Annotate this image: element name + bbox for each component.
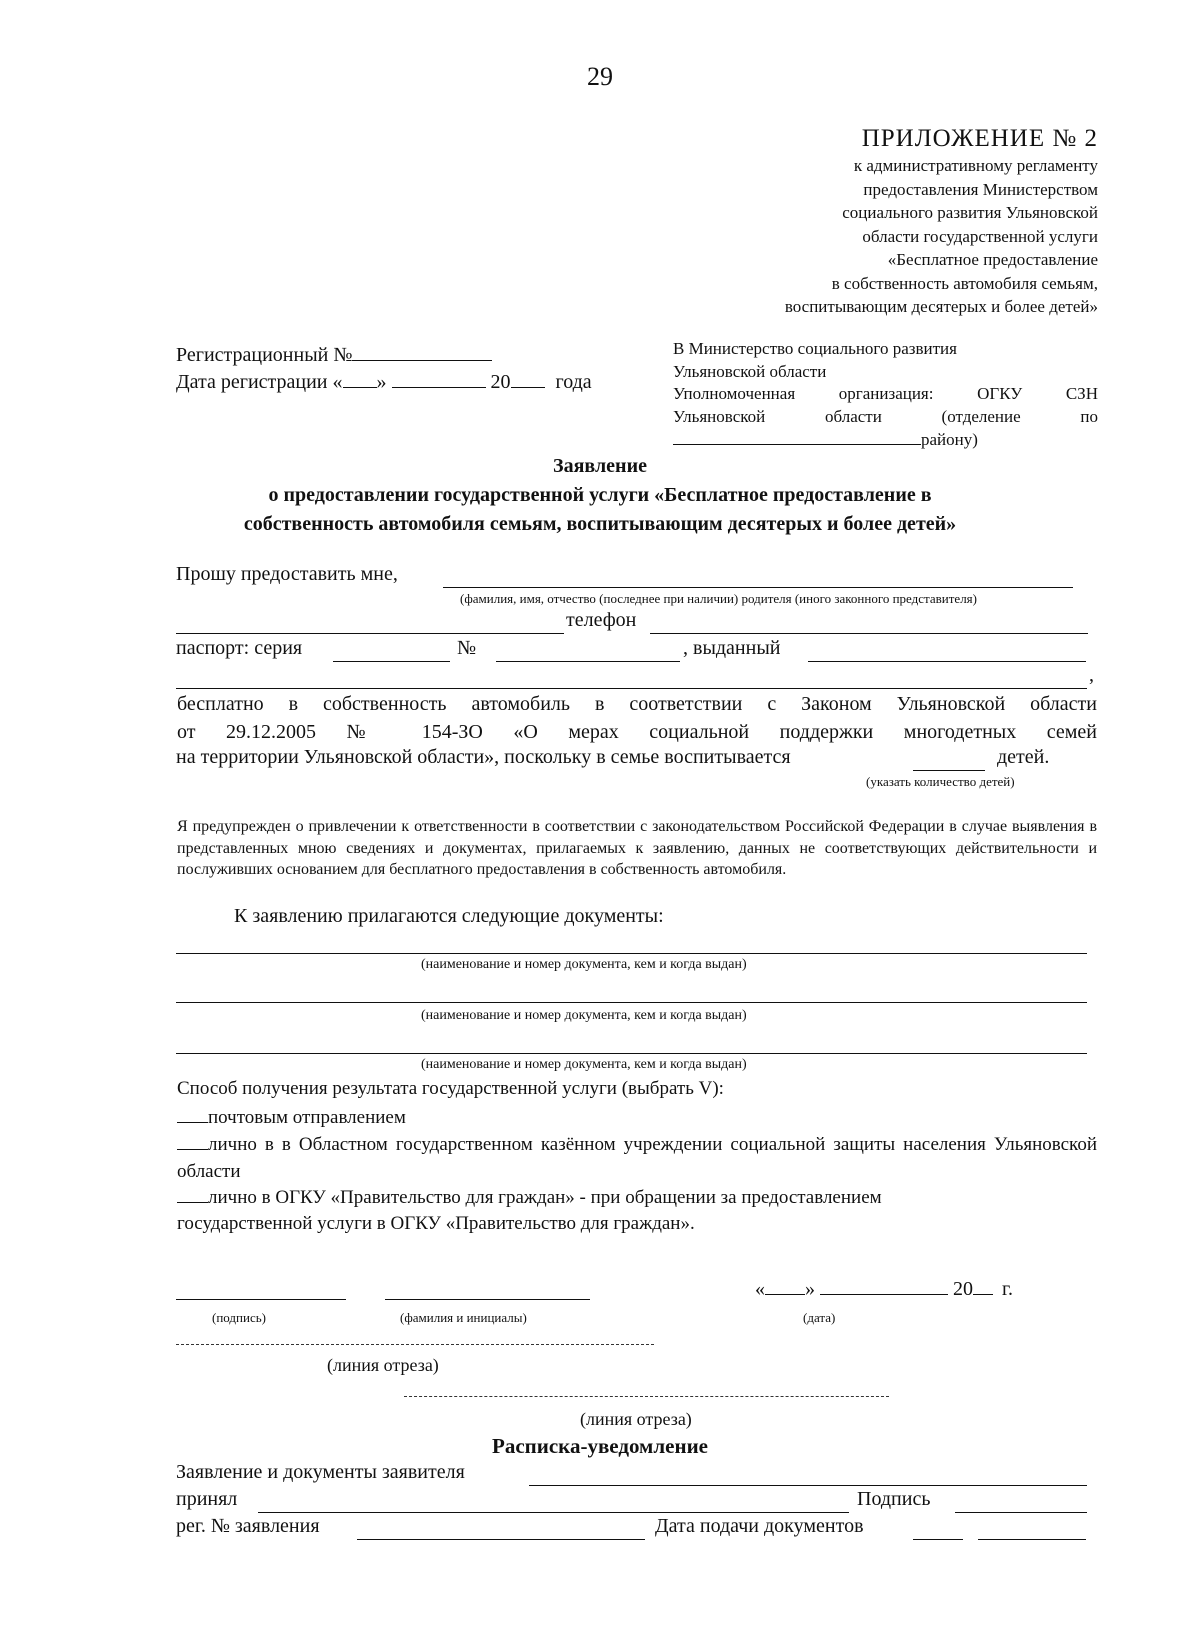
sign-day-field[interactable] bbox=[765, 1276, 805, 1295]
registration-number-label: Регистрационный № bbox=[176, 344, 353, 366]
cut-line-label-1: (линия отреза) bbox=[327, 1355, 439, 1375]
document-field-3[interactable] bbox=[176, 1053, 1087, 1054]
document-field-1[interactable] bbox=[176, 953, 1087, 954]
receipt-signature-field[interactable] bbox=[955, 1512, 1087, 1513]
appendix-title: ПРИЛОЖЕНИЕ № 2 bbox=[861, 125, 1098, 152]
signature-field[interactable] bbox=[176, 1299, 346, 1300]
receipt-signature-label: Подпись bbox=[857, 1488, 931, 1510]
district-field[interactable] bbox=[673, 428, 921, 445]
document-caption-1: (наименование и номер документа, кем и когда выдан) bbox=[421, 957, 747, 972]
sign-year-prefix: 20 bbox=[953, 1278, 973, 1300]
addressee-district-label: району) bbox=[921, 430, 978, 449]
page-number: 29 bbox=[587, 62, 613, 91]
document-caption-3: (наименование и номер документа, кем и когда выдан) bbox=[421, 1057, 747, 1072]
application-heading: Заявление bbox=[553, 455, 647, 477]
sign-month-field[interactable] bbox=[820, 1276, 948, 1295]
children-label: детей. bbox=[997, 746, 1050, 768]
appendix-line: социального развития Ульяновской bbox=[842, 203, 1098, 222]
receipt-date-day-field[interactable] bbox=[913, 1539, 963, 1540]
delivery-option-ogku bbox=[177, 1131, 1097, 1185]
receipt-accepted-label: принял bbox=[176, 1488, 238, 1510]
appendix-line: к административному регламенту bbox=[853, 156, 1098, 175]
addressee-word: организация: bbox=[838, 384, 934, 403]
receipt-regno-label: рег. № заявления bbox=[176, 1515, 320, 1537]
delivery-ogku-label: лично в в Областном государственном казённом учреждении социальной защиты населения Ульяновской области bbox=[177, 1134, 1097, 1182]
name-initials-caption: (фамилия и инициалы) bbox=[400, 1310, 527, 1325]
passport-issued-label: , выданный bbox=[683, 637, 781, 659]
passport-series-field[interactable] bbox=[333, 661, 450, 662]
delivery-ogku-checkbox[interactable] bbox=[177, 1133, 208, 1150]
registration-number bbox=[176, 342, 492, 367]
signature-caption: (подпись) bbox=[212, 1310, 266, 1325]
addressee-line5 bbox=[673, 428, 1098, 452]
document-field-2[interactable] bbox=[176, 1002, 1087, 1003]
delivery-option-post bbox=[177, 1106, 406, 1129]
document-caption-2: (наименование и номер документа, кем и когда выдан) bbox=[421, 1008, 747, 1023]
registration-number-field[interactable] bbox=[352, 342, 492, 361]
cut-line-divider-1 bbox=[176, 1344, 654, 1345]
receipt-accepted-field[interactable] bbox=[258, 1512, 849, 1513]
phone-field[interactable] bbox=[650, 633, 1088, 634]
receipt-docs-field[interactable] bbox=[529, 1485, 1087, 1486]
appendix-header bbox=[785, 124, 1098, 319]
applicant-name-caption: (фамилия, имя, отчество (последнее при наличии) родителя (иного законного представителя) bbox=[460, 591, 977, 606]
registration-date-mid: » bbox=[376, 371, 387, 393]
addressee-word: Ульяновской bbox=[673, 406, 766, 426]
registration-year-prefix: 20 bbox=[490, 371, 511, 393]
addressee-word: (отделение bbox=[941, 406, 1021, 426]
passport-number-field[interactable] bbox=[496, 661, 680, 662]
sign-year-field[interactable] bbox=[973, 1276, 993, 1295]
application-title bbox=[0, 452, 1200, 539]
appendix-line: в собственность автомобиля семьям, bbox=[831, 273, 1098, 293]
registration-month-field[interactable] bbox=[392, 369, 486, 388]
application-title-line2: собственность автомобиля семьям, воспитывающим десятерых и более детей» bbox=[243, 513, 957, 535]
sign-year-suffix: г. bbox=[1002, 1278, 1013, 1300]
applicant-name-field[interactable] bbox=[443, 587, 1073, 588]
addressee-word: СЗН bbox=[1065, 384, 1098, 403]
children-count-field[interactable] bbox=[913, 770, 985, 771]
passport-issued-by-field[interactable] bbox=[808, 661, 1086, 662]
children-count-caption: (указать количество детей) bbox=[866, 774, 1015, 789]
receipt-date-field[interactable] bbox=[978, 1539, 1086, 1540]
receipt-title: Расписка-уведомление bbox=[492, 1434, 708, 1458]
warning-paragraph bbox=[177, 816, 1097, 881]
date-open-quote: « bbox=[755, 1278, 765, 1300]
passport-series-label: паспорт: серия bbox=[176, 637, 303, 659]
cut-line-label-2: (линия отреза) bbox=[580, 1409, 692, 1429]
body-line-1: бесплатно в собственность автомобиль в соответствии с Законом Ульяновской области bbox=[177, 693, 1097, 715]
passport-issued-continuation-field[interactable] bbox=[176, 688, 1087, 689]
appendix-line: предоставления Министерством bbox=[863, 179, 1098, 199]
delivery-option-mfc bbox=[177, 1186, 882, 1209]
addressee-word: по bbox=[1080, 406, 1098, 426]
appendix-line: области государственной услуги bbox=[862, 226, 1098, 246]
cut-line-divider-2 bbox=[404, 1396, 889, 1397]
registration-day-field[interactable] bbox=[343, 369, 377, 388]
receipt-date-label: Дата подачи документов bbox=[655, 1515, 864, 1537]
body-line-2: от 29.12.2005 № 154-ЗО «О мерах социальной поддержки многодетных семей bbox=[177, 721, 1097, 743]
addressee-line2: Ульяновской области bbox=[673, 361, 827, 381]
addressee-line4 bbox=[673, 406, 1098, 429]
date-caption: (дата) bbox=[803, 1310, 836, 1325]
receipt-docs-label: Заявление и документы заявителя bbox=[176, 1461, 465, 1483]
sign-date bbox=[755, 1276, 1013, 1301]
applicant-name-continuation-field[interactable] bbox=[176, 633, 564, 634]
registration-date bbox=[176, 369, 592, 394]
delivery-mfc-checkbox[interactable] bbox=[177, 1186, 208, 1203]
receipt-regno-field[interactable] bbox=[357, 1539, 645, 1540]
registration-year-suffix: года bbox=[555, 371, 592, 393]
addressee-word: ОГКУ bbox=[977, 384, 1023, 403]
phone-label: телефон bbox=[566, 609, 637, 631]
registration-date-label: Дата регистрации « bbox=[176, 371, 343, 393]
registration-year-field[interactable] bbox=[511, 369, 545, 388]
delivery-mfc-label-line1: лично в ОГКУ «Правительство для граждан» - при обращении за предоставлением bbox=[208, 1187, 882, 1208]
documents-heading: К заявлению прилагаются следующие документы: bbox=[234, 905, 664, 927]
delivery-post-label: почтовым отправлением bbox=[208, 1107, 406, 1128]
delivery-heading: Способ получения результата государственной услуги (выбрать V): bbox=[177, 1078, 724, 1099]
addressee-line1: В Министерство социального развития bbox=[673, 339, 957, 358]
territory-text: на территории Ульяновской области», поскольку в семье воспитывается bbox=[176, 746, 791, 768]
appendix-line: воспитывающим десятерых и более детей» bbox=[784, 297, 1098, 316]
warning-text: Я предупрежден о привлечении к ответственности в соответствии с законодательством Российской Федерации в случае выявления в представленных мною сведениях и документах, прилагаемых к заявлению, данных не соответствующих действительности и послуживших основанием для бесплатного предоставления в собственность автомобиля. bbox=[177, 818, 1097, 878]
addressee-line3 bbox=[673, 383, 1098, 406]
appendix-line: «Бесплатное предоставление bbox=[887, 250, 1098, 269]
delivery-mfc-label-line2: государственной услуги в ОГКУ «Правительство для граждан». bbox=[177, 1213, 695, 1234]
addressee-word: Уполномоченная bbox=[673, 384, 796, 403]
delivery-post-checkbox[interactable] bbox=[177, 1106, 208, 1123]
body-line bbox=[177, 690, 1097, 746]
addressee-word: области bbox=[824, 406, 882, 426]
request-label: Прошу предоставить мне, bbox=[176, 563, 398, 585]
date-close-quote: » bbox=[805, 1278, 815, 1300]
name-initials-field[interactable] bbox=[385, 1299, 590, 1300]
passport-number-label: № bbox=[457, 637, 477, 659]
application-title-line1: о предоставлении государственной услуги «Бесплатное предоставление в bbox=[268, 484, 932, 506]
comma: , bbox=[1089, 664, 1094, 686]
addressee-block bbox=[673, 338, 1098, 452]
